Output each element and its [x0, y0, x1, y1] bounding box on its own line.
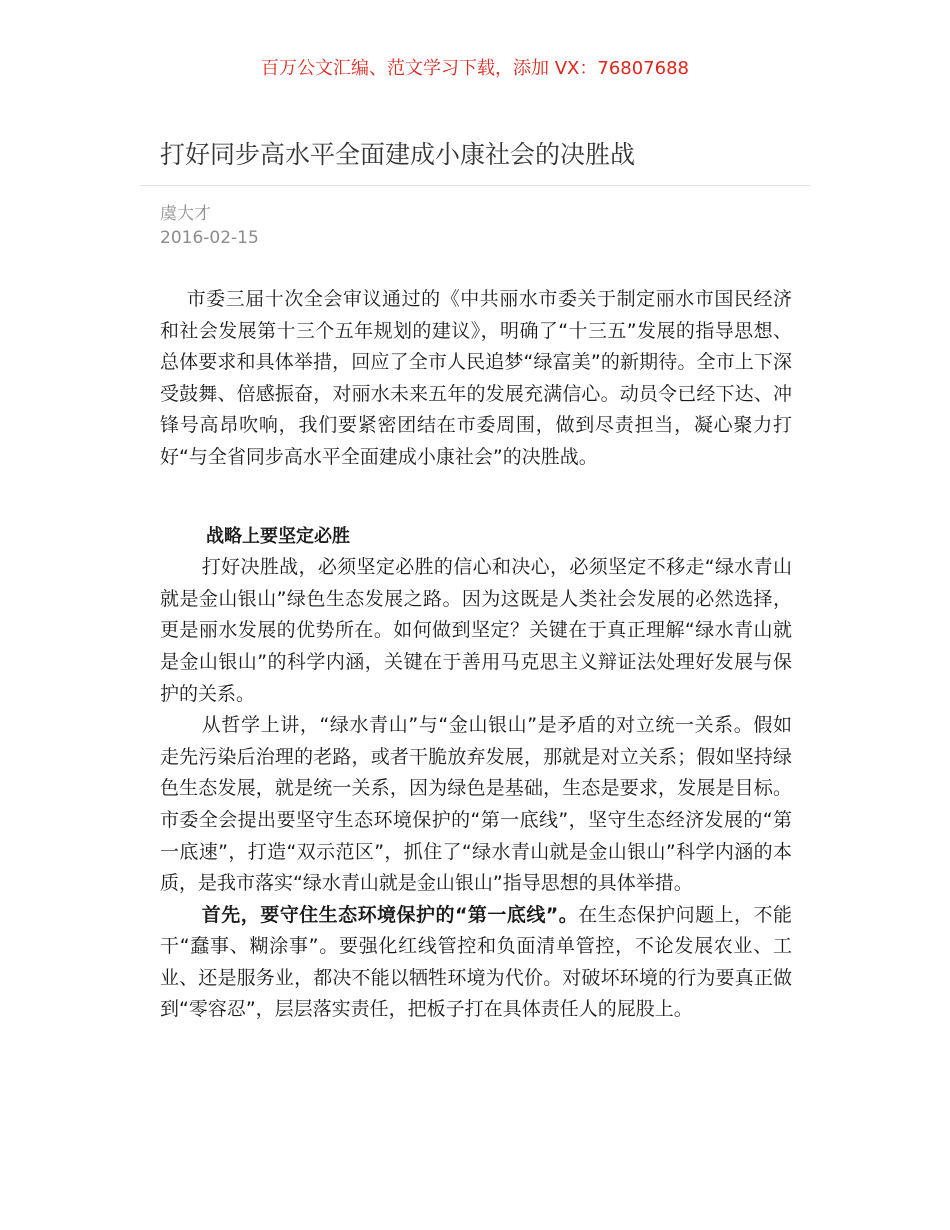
body-paragraph: [160, 900, 792, 1026]
article-body: [160, 284, 792, 1026]
intro-paragraph: 市委三届十次全会审议通过的《中共丽水市委关于制定丽水市国民经济和社会发展第十三个五年规划的建议》，明确了“十三五”发展的指导思想、总体要求和具体举措，回应了全市人民追梦“绿富美”的新期待。全市上下深受鼓舞、倍感振奋，对丽水未来五年的发展充满信心。动员令已经下达、冲锋号高昂吹响，我们要紧密团结在市委周围，做到尽责担当，凝心聚力打好“与全省同步高水平全面建成小康社会”的决胜战。: [160, 288, 792, 468]
section-heading: 战略上要坚定必胜: [206, 525, 350, 547]
article-author: 虞大才: [160, 204, 211, 224]
paragraph-text: 在生态保护问题上，不能干“蠢事、糊涂事”。要强化红线管控和负面清单管控，不论发展农业、工业、还是服务业，都决不能以牺牲环境为代价。对破坏环境的行为要真正做到“零容忍”，层层落实责任，把板子打在具体责任人的屁股上。: [160, 903, 792, 1021]
title-divider: [140, 185, 810, 186]
article-meta: [160, 202, 259, 250]
promo-banner: 百万公文汇编、范文学习下载，添加 VX：76807688: [261, 58, 689, 79]
emphasis-lead: 首先，要守住生态环境保护的“第一底线”。: [201, 903, 579, 926]
body-paragraph: 打好决胜战，必须坚定必胜的信心和决心，必须坚定不移走“绿水青山就是金山银山”绿色生态发展之路。因为这既是人类社会发展的必然选择，更是丽水发展的优势所在。如何做到坚定？关键在于真正理解“绿水青山就是金山银山”的科学内涵，关键在于善用马克思主义辩证法处理好发展与保护的关系。: [160, 556, 792, 705]
body-paragraph: 从哲学上讲，“绿水青山”与“金山银山”是矛盾的对立统一关系。假如走先污染后治理的老路，或者干脆放弃发展，那就是对立关系；假如坚持绿色生态发展，就是统一关系，因为绿色是基础，生态是要求，发展是目标。市委全会提出要坚守生态环境保护的“第一底线”，坚守生态经济发展的“第一底速”，打造“双示范区”，抓住了“绿水青山就是金山银山”科学内涵的本质，是我市落实“绿水青山就是金山银山”指导思想的具体举措。: [160, 714, 792, 895]
paragraph-spacer: [160, 474, 792, 521]
article-title: 打好同步高水平全面建成小康社会的决胜战: [160, 140, 636, 169]
article-date: 2016-02-15: [160, 228, 259, 248]
